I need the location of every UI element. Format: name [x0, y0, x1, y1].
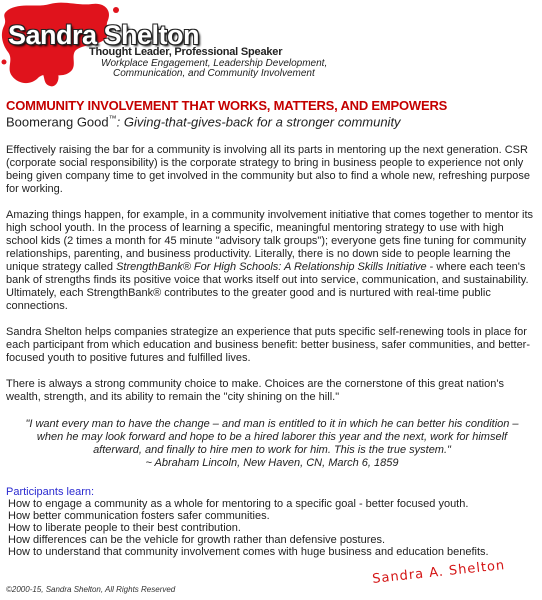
brand-subline-1: Workplace Engagement, Leadership Development, — [101, 58, 328, 69]
list-item: How better communication fosters safer communities. — [8, 510, 270, 523]
subtitle-rest: : Giving-that-gives-back for a stronger community — [116, 114, 401, 130]
participants-learn-heading: Participants learn: — [6, 486, 95, 499]
paragraph-initiative-part-a: Amazing things happen, for example, in a community involvement initiative that comes together to mentor its high school youth. In the process of learning a specific, meaningful mentoring strategy to use with high school kids (2 times a month for 45 minute "advisory talk groups"); everyone gets fine tuning for community relationships, parenting, and business productivity. Literally, there is no down side to people learning the unique strategy called — [6, 209, 534, 274]
brand-tagline: Thought Leader, Professional Speaker — [89, 46, 283, 58]
brand-subline-2: Communication, and Community Involvement — [113, 68, 315, 79]
list-item: How to liberate people to their best contribution. — [8, 522, 241, 535]
list-item: How to engage a community as a whole for mentoring to a specific goal - better focused youth. — [8, 498, 469, 511]
list-item: How to understand that community involvement comes with huge business and education benefits. — [8, 546, 489, 559]
paragraph-initiative — [6, 209, 538, 313]
header — [0, 0, 542, 92]
paragraph-initiative-part-b: - where each teen's bank of strengths finds its positive voice that works itself out into service, communication, and sustainability. Ultimately, each StrengthBank® contributes to the greater good and is nurtured with real-time public connections. — [6, 261, 529, 313]
quote-line: afterward, and finally to hire men to work for him. This is the true system." — [93, 444, 451, 457]
signature: Sandra A. Shelton — [371, 558, 506, 587]
quote-line: "I want every man to have the change – and man is entitled to it in which he can better his condition – — [25, 418, 519, 431]
participants-learn-list — [6, 498, 538, 558]
list-item: How differences can be the vehicle for growth rather than defensive postures. — [8, 534, 386, 547]
article — [6, 98, 538, 558]
page-subtitle — [6, 114, 538, 129]
paragraph-strategy: Sandra Shelton helps companies strategize an experience that puts specific self-renewing tools in place for each participant from which education and business benefit: better business, safer communities, and better-focused youth to positive futures and fulfilled lives. — [6, 326, 531, 365]
paragraph-choice: There is always a strong community choice to make. Choices are the cornerstone of this great nation's wealth, strength, and its ability to remain the "city shining on the hill." — [6, 378, 504, 404]
subtitle-lead: Boomerang Good — [6, 114, 109, 130]
trademark-mark: ™ — [108, 114, 117, 123]
paragraph-csr: Effectively raising the bar for a community is involving all its parts in mentoring up the next generation. CSR (corporate social responsibility) is the corporate strategy to bring in business people to experience not only being given company time to get involved in the community but also to find a whole new, refreshing purpose for working. — [6, 144, 531, 196]
brand-name: Sandra Shelton — [8, 20, 200, 50]
lincoln-quote — [6, 418, 538, 470]
strengthbank-title: StrengthBank® For High Schools: A Relationship Skills Initiative — [116, 261, 427, 274]
page-title: COMMUNITY INVOLVEMENT THAT WORKS, MATTERS, AND EMPOWERS — [6, 98, 448, 113]
copyright-notice: ©2000-15, Sandra Shelton, All Rights Reserved — [6, 585, 176, 594]
quote-line: when he may look forward and hope to be a hired laborer this year and the next, work for himself — [36, 431, 508, 444]
quote-attribution: ~ Abraham Lincoln, New Haven, CN, March 6, 1859 — [145, 457, 399, 470]
